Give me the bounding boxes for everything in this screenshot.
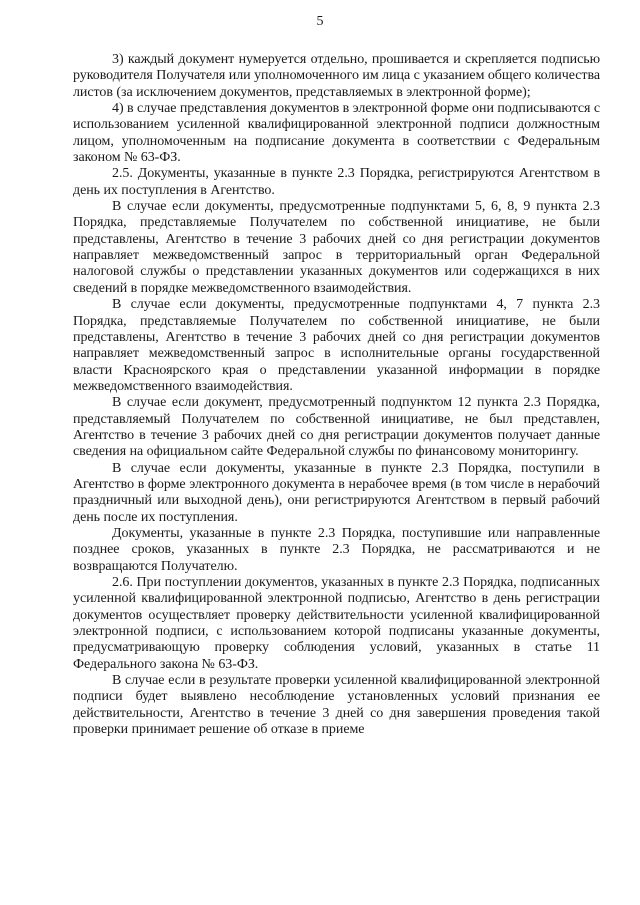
paragraph-item-4: 4) в случае представления документов в электронной форме они подписываются с использованием усиленной квалифицированной электронной подписи должностным лицом, уполномоченным на подписание документа в соответствии с Федеральным законом № 63-ФЗ. <box>73 101 600 166</box>
paragraph-rosfinmonitoring: В случае если документ, предусмотренный подпунктом 12 пункта 2.3 Порядка, представляемый Получателем по собственной инициативе, не был представлен, Агентство в течение 3 рабочих дней со дня регистрации документов получает данные сведения на официальном сайте Федеральной службы по финансовому мониторингу. <box>73 395 600 460</box>
paragraph-2-5: 2.5. Документы, указанные в пункте 2.3 Порядка, регистрируются Агентством в день их поступления в Агентство. <box>73 166 600 198</box>
page-number: 5 <box>316 14 324 29</box>
paragraph-regional-request: В случае если документы, предусмотренные подпунктами 4, 7 пункта 2.3 Порядка, представляемые Получателем по собственной инициативе, не были представлены, Агентство в течение 3 рабочих дней со дня регистрации документов направляет межведомственный запрос в исполнительные органы государственной власти Красноярского края о представлении указанной информации в порядке межведомственного взаимодействия. <box>73 297 600 394</box>
paragraph-item-3: 3) каждый документ нумеруется отдельно, прошивается и скрепляется подписью руководителя Получателя или уполномоченного им лица с указанием общего количества листов (за исключением документов, представляемых в электронной форме); <box>73 52 600 100</box>
paragraph-late-documents: Документы, указанные в пункте 2.3 Порядка, поступившие или направленные позднее сроков, указанных в пункте 2.3 Порядка, не рассматриваются и не возвращаются Получателю. <box>73 525 600 574</box>
document-body <box>73 52 600 738</box>
paragraph-non-working-time: В случае если документы, указанные в пункте 2.3 Порядка, поступили в Агентство в форме электронного документа в нерабочее время (в том числе в нерабочий праздничный или выходной день), они регистрируются Агентством в первый рабочий день после их поступления. <box>73 460 600 525</box>
paragraph-2-6: 2.6. При поступлении документов, указанных в пункте 2.3 Порядка, подписанных усиленной квалифицированной электронной подписью, Агентство в день регистрации документов осуществляет проверку действительности усиленной квалифицированной электронной подписи, с использованием которой подписаны указанные документы, предусматривающую проверку соблюдения условий, указанных в статье 11 Федерального закона № 63-ФЗ. <box>73 575 600 672</box>
paragraph-fns-request: В случае если документы, предусмотренные подпунктами 5, 6, 8, 9 пункта 2.3 Порядка, представляемые Получателем по собственной инициативе, не были представлены, Агентство в течение 3 рабочих дней со дня регистрации документов направляет межведомственный запрос в территориальный орган Федеральной налоговой службы о представлении указанных документов или содержащихся в них сведений в порядке межведомственного взаимодействия. <box>73 199 600 296</box>
paragraph-signature-check: В случае если в результате проверки усиленной квалифицированной электронной подписи будет выявлено несоблюдение установленных условий признания ее действительности, Агентство в течение 3 дней со дня завершения проведения такой проверки принимает решение об отказе в приеме <box>73 673 600 738</box>
